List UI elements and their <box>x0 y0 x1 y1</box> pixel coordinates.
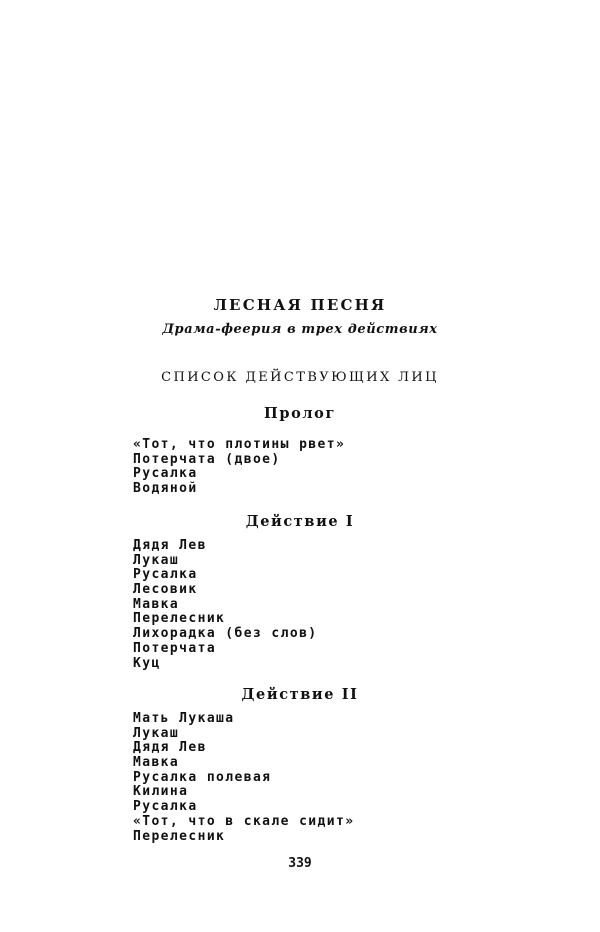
cast-list-heading: СПИСОК ДЕЙСТВУЮЩИХ ЛИЦ <box>161 370 439 385</box>
character-name: Мавка <box>133 755 180 771</box>
character-name: Лукаш <box>133 552 180 568</box>
character-name: Русалка <box>133 799 198 815</box>
character-list-prolog <box>133 438 345 497</box>
character-name: Перелесник <box>133 828 226 844</box>
character-name: Перелесник <box>133 611 226 627</box>
section-heading-prolog: Пролог <box>264 405 336 422</box>
character-name: Потерчата <box>133 640 217 656</box>
character-name: Дядя Лев <box>133 538 207 553</box>
character-name: Русалка полевая <box>133 769 272 785</box>
character-name: Куц <box>133 655 161 671</box>
character-name: Лихорадка (без слов) <box>133 626 318 642</box>
character-list-act-2 <box>133 712 354 844</box>
character-list-act-1 <box>133 539 318 671</box>
character-name: Потерчата (двое) <box>133 451 281 467</box>
section-heading-act-1: Действие I <box>245 513 355 530</box>
character-name: Лукаш <box>133 725 180 741</box>
character-name: Русалка <box>133 466 198 482</box>
section-heading-act-2: Действие II <box>241 686 359 703</box>
play-subtitle: Драма-феерия в трех действиях <box>162 322 438 337</box>
character-name: Мавка <box>133 596 180 612</box>
character-name: Дядя Лев <box>133 740 207 756</box>
character-name: Мать Лукаша <box>133 711 235 726</box>
character-name: «Тот, что плотины рвет» <box>133 437 346 452</box>
play-title: ЛЕСНАЯ ПЕСНЯ <box>213 296 387 314</box>
character-name: Водяной <box>133 481 198 497</box>
character-name: Килина <box>133 784 189 800</box>
character-name: Лесовик <box>133 582 198 598</box>
character-name: Русалка <box>133 567 198 583</box>
character-name: «Тот, что в скале сидит» <box>133 813 355 829</box>
page-number: 339 <box>288 856 312 871</box>
